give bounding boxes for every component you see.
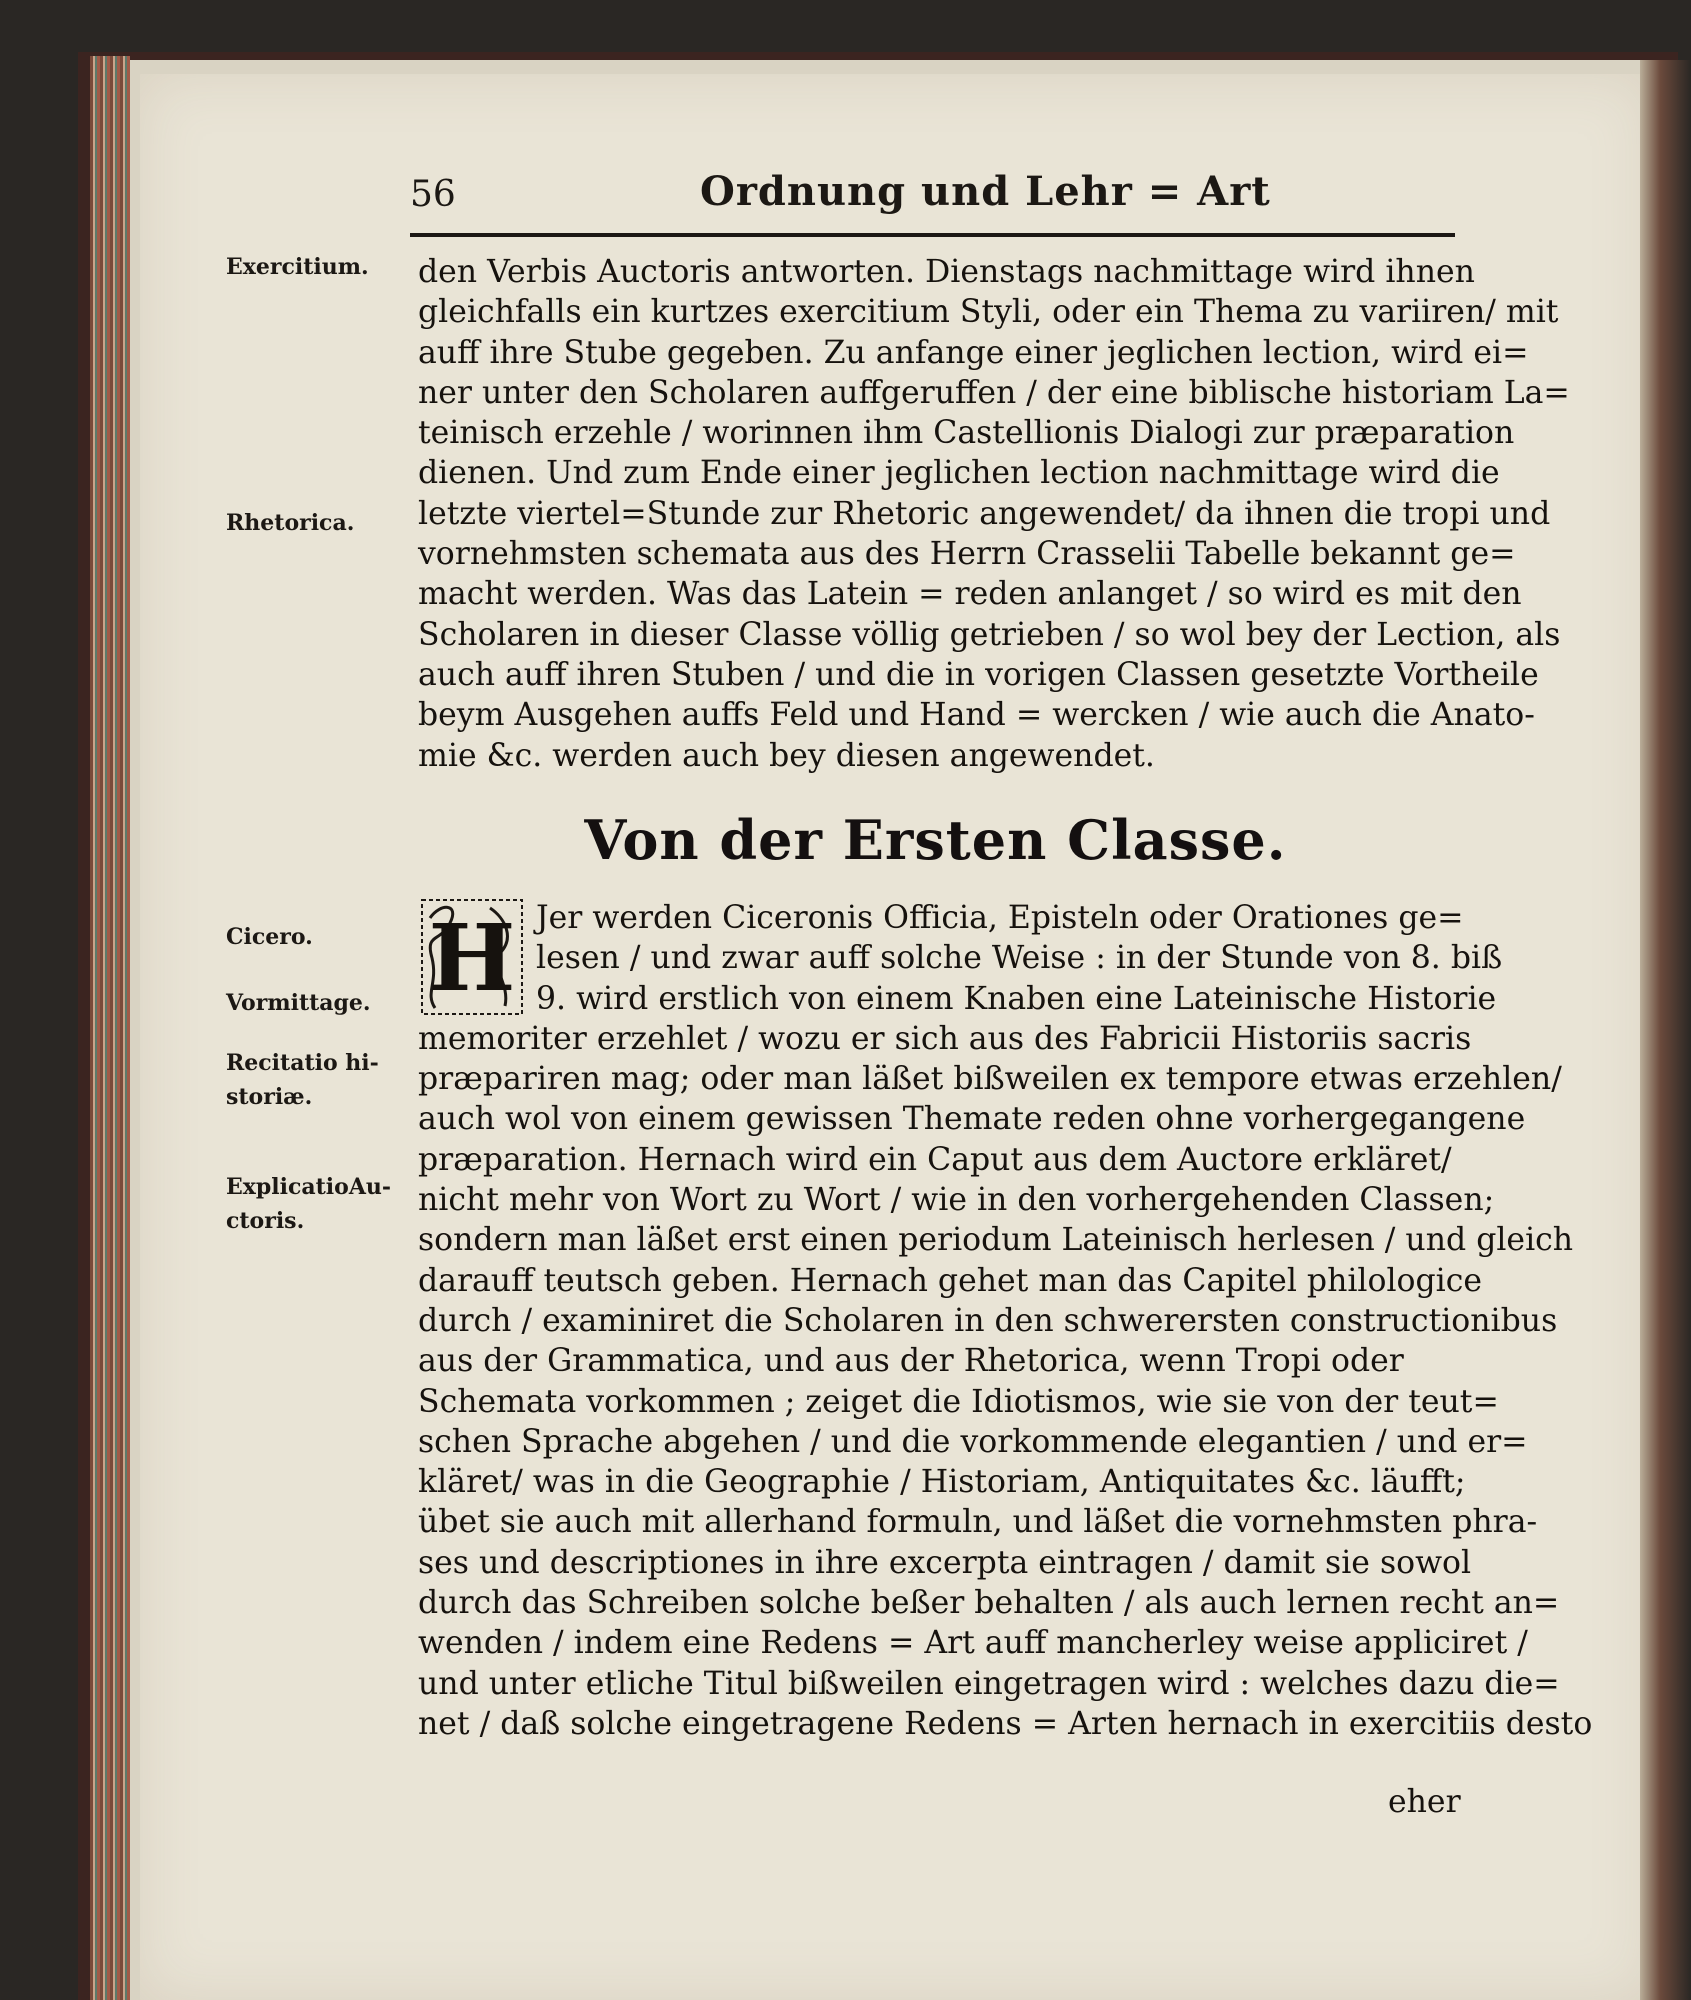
text-line: vornehmsten schemata aus des Herrn Crasselii Tabelle bekannt ge= bbox=[418, 536, 1516, 573]
text-line: lesen / und zwar auff solche Weise : in der Stunde von 8. biß bbox=[536, 940, 1503, 977]
text-line: auch wol von einem gewissen Themate reden ohne vorhergegangene bbox=[418, 1101, 1526, 1138]
margin-note-recitatio-line2: storiæ. bbox=[226, 1084, 313, 1110]
margin-note-explicatio bbox=[226, 1170, 416, 1238]
text-line: letzte viertel=Stunde zur Rhetoric angewendet/ da ihnen die tropi und bbox=[418, 495, 1551, 532]
text-line: ner unter den Scholaren auffgeruffen / der eine biblische historiam La= bbox=[418, 374, 1570, 411]
text-line: darauff teutsch geben. Hernach gehet man das Capitel philologice bbox=[418, 1262, 1483, 1299]
text-line: übet sie auch mit allerhand formuln, und läßet die vornehmsten phra- bbox=[418, 1504, 1538, 1541]
text-line: Jer werden Ciceronis Officia, Episteln oder Orationes ge= bbox=[536, 900, 1464, 936]
text-line: memoriter erzehlet / wozu er sich aus des Fabricii Historiis sacris bbox=[418, 1020, 1472, 1057]
text-line: dienen. Und zum Ende einer jeglichen lection nachmittage wird die bbox=[418, 455, 1500, 492]
text-line: net / daß solche eingetragene Redens = Arten hernach in exercitiis desto bbox=[418, 1705, 1593, 1742]
margin-note-rhetorica: Rhetorica. bbox=[226, 510, 355, 536]
text-line: Scholaren in dieser Classe völlig getrieben / so wol bey der Lection, als bbox=[418, 616, 1561, 653]
margin-note-recitatio bbox=[226, 1046, 416, 1114]
running-head bbox=[410, 168, 1460, 228]
text-line: teinisch erzehle / worinnen ihm Castellionis Dialogi zur præparation bbox=[418, 415, 1515, 452]
margin-note-explicatio-line1: ExplicatioAu- bbox=[226, 1174, 392, 1200]
text-line: Schemata vorkommen ; zeiget die Idiotismos, wie sie von der teut= bbox=[418, 1383, 1499, 1420]
margin-note-vormittage: Vormittage. bbox=[226, 990, 371, 1016]
margin-note-recitatio-line1: Recitatio hi- bbox=[226, 1050, 379, 1076]
marbled-edge bbox=[90, 56, 130, 2000]
text-line: auff ihre Stube gegeben. Zu anfange einer jeglichen lection, wird ei= bbox=[418, 334, 1529, 371]
text-line: ses und descriptiones in ihre excerpta eintragen / damit sie sowol bbox=[418, 1544, 1472, 1581]
paragraph-2 bbox=[418, 898, 1593, 1744]
text-line: kläret/ was in die Geographie / Historiam, Antiquitates &c. läufft; bbox=[418, 1464, 1466, 1501]
text-line: nicht mehr von Wort zu Wort / wie in den vorhergehenden Classen; bbox=[418, 1182, 1495, 1219]
catchword: eher bbox=[1388, 1784, 1461, 1820]
dropcap-letter: H bbox=[428, 904, 516, 1012]
text-line: sondern man läßet erst einen periodum Lateinisch herlesen / und gleich bbox=[418, 1222, 1574, 1259]
text-line: durch das Schreiben solche beßer behalten / als auch lernen recht an= bbox=[418, 1585, 1560, 1622]
gutter bbox=[1640, 60, 1691, 2000]
header-rule bbox=[410, 233, 1455, 237]
text-line: aus der Grammatica, und aus der Rhetorica, wenn Tropi oder bbox=[418, 1343, 1404, 1380]
section-title: Von der Ersten Classe. bbox=[584, 808, 1287, 872]
page-header: Ordnung und Lehr = Art bbox=[700, 168, 1271, 215]
text-line: macht werden. Was das Latein = reden anlanget / so wird es mit den bbox=[418, 576, 1522, 613]
text-line: gleichfalls ein kurtzes exercitium Styli, oder ein Thema zu variiren/ mit bbox=[418, 294, 1559, 331]
margin-note-exercitium: Exercitium. bbox=[226, 254, 369, 280]
text-line: den Verbis Auctoris antworten. Dienstags nachmittage wird ihnen bbox=[418, 254, 1475, 290]
text-line: und unter etliche Titul bißweilen eingetragen wird : welches dazu die= bbox=[418, 1665, 1560, 1702]
margin-note-explicatio-line2: ctoris. bbox=[226, 1208, 305, 1234]
text-line: wenden / indem eine Redens = Art auff mancherley weise appliciret / bbox=[418, 1625, 1528, 1662]
margin-note-cicero: Cicero. bbox=[226, 924, 313, 950]
text-line: beym Ausgehen auffs Feld und Hand = wercken / wie auch die Anato- bbox=[418, 697, 1535, 734]
text-line: durch / examiniret die Scholaren in den schwerersten constructionibus bbox=[418, 1302, 1558, 1339]
text-line: præparation. Hernach wird ein Caput aus dem Auctore erkläret/ bbox=[418, 1141, 1452, 1178]
text-line: auch auff ihren Stuben / und die in vorigen Classen gesetzte Vortheile bbox=[418, 656, 1539, 693]
text-line: mie &c. werden auch bey diesen angewendet. bbox=[418, 737, 1155, 774]
text-line: 9. wird erstlich von einem Knaben eine Lateinische Historie bbox=[536, 980, 1497, 1017]
text-line: schen Sprache abgehen / und die vorkommende elegantien / und er= bbox=[418, 1423, 1528, 1460]
paragraph-1 bbox=[418, 252, 1570, 776]
page-number: 56 bbox=[410, 174, 456, 215]
text-line: præpariren mag; oder man läßet bißweilen ex tempore etwas erzehlen/ bbox=[418, 1061, 1562, 1098]
